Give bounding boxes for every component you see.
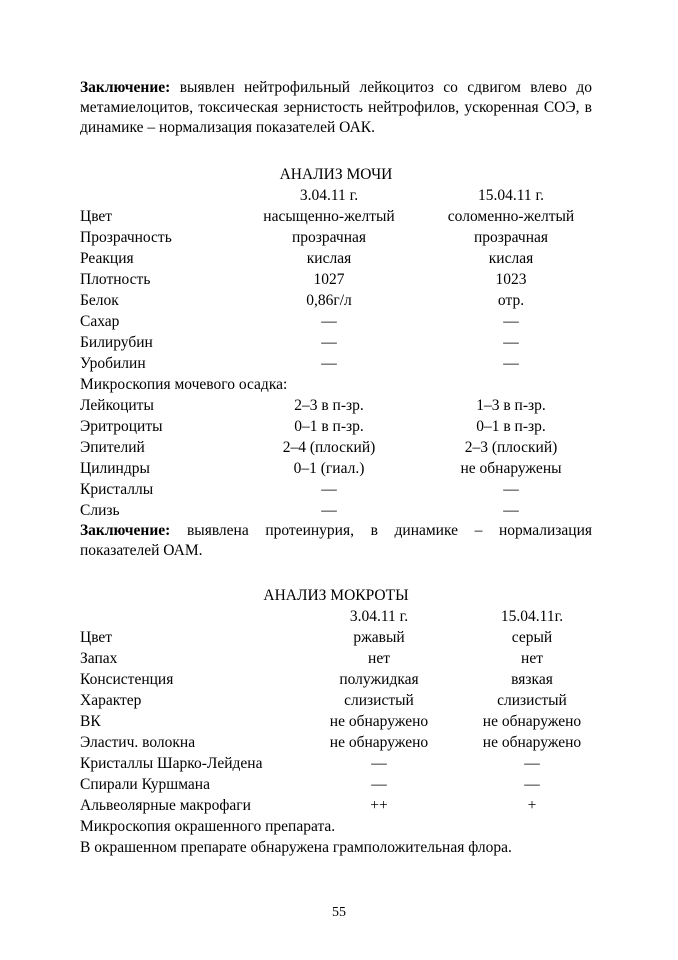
row-value-2: — [503, 355, 519, 372]
row-value-1: слизистый [344, 692, 414, 709]
table-row [80, 290, 592, 311]
sputum-rows [80, 627, 592, 816]
sputum-microscopy-label: Микроскопия окрашенного препарата. [80, 818, 336, 835]
urine-date-2: 15.04.11 г. [477, 187, 545, 204]
row-value-2: — [503, 481, 519, 498]
row-label: Цилиндры [80, 460, 150, 477]
sputum-title: АНАЛИЗ МОКРОТЫ [263, 587, 409, 604]
table-row [80, 437, 592, 458]
row-label: Уробилин [80, 355, 146, 372]
row-value-1: 0–1 в п-зр. [294, 418, 364, 435]
row-label: Эластич. волокна [80, 734, 196, 751]
table-row [80, 500, 592, 521]
table-row [80, 311, 592, 332]
row-value-1: насыщенно-желтый [263, 208, 395, 225]
row-label: Консистенция [80, 671, 174, 688]
row-value-2: + [527, 797, 537, 814]
sputum-analysis [80, 586, 592, 858]
conclusion-label: Заключение: [80, 522, 171, 539]
row-label: Слизь [80, 502, 120, 519]
sputum-date-2: 15.04.11г. [500, 608, 564, 625]
row-label: Лейкоциты [80, 397, 154, 414]
row-label: Сахар [80, 313, 120, 330]
table-row [80, 732, 592, 753]
row-value-1: ржавый [353, 629, 405, 646]
row-value-1: кислая [306, 250, 352, 267]
row-value-1: прозрачная [291, 229, 367, 246]
row-value-1: 0,86г/л [306, 292, 352, 309]
row-label: Спирали Куршмана [80, 776, 210, 793]
conclusion-label: Заключение: [80, 79, 171, 96]
row-value-1: 2–4 (плоский) [282, 439, 376, 456]
row-value-2: — [524, 776, 540, 793]
row-value-2: — [524, 755, 540, 772]
table-row [80, 458, 592, 479]
table-row [80, 227, 592, 248]
row-value-2: соломенно-желтый [447, 208, 575, 225]
row-value-2: — [503, 334, 519, 351]
row-value-1: 1027 [313, 271, 345, 288]
table-row [80, 269, 592, 290]
row-value-2: 1023 [495, 271, 527, 288]
table-row [80, 395, 592, 416]
row-value-1: не обнаружено [329, 734, 429, 751]
conclusion-urine [80, 521, 592, 561]
row-value-1: 2–3 в п-зр. [294, 397, 364, 414]
urine-dates-row [80, 185, 592, 206]
sputum-date-1: 3.04.11 г. [349, 608, 409, 625]
sputum-final-note: В окрашенном препарате обнаружена грамположительная флора. [80, 839, 512, 856]
row-value-1: нет [368, 650, 390, 667]
row-value-2: 1–3 в п-зр. [476, 397, 546, 414]
conclusion-text: выявлен нейтрофильный лейкоцитоз со сдвигом влево до метамиелоцитов, токсическая зернистость нейтрофилов, ускоренная СОЭ, в динамике – нормализация показателей ОАК. [80, 79, 592, 136]
row-value-1: — [321, 502, 337, 519]
table-row [80, 206, 592, 227]
row-label: Альвеолярные макрофаги [80, 797, 251, 814]
table-row [80, 711, 592, 732]
table-row [80, 479, 592, 500]
page-content [80, 78, 592, 858]
table-row [80, 690, 592, 711]
table-row [80, 248, 592, 269]
row-label: Кристаллы [80, 481, 154, 498]
row-value-2: не обнаружено [482, 734, 582, 751]
row-value-2: не обнаружено [482, 713, 582, 730]
row-label: ВК [80, 713, 101, 730]
row-label: Цвет [80, 629, 113, 646]
row-value-2: 0–1 в п-зр. [476, 418, 546, 435]
row-label: Билирубин [80, 334, 153, 351]
urine-micro-rows [80, 395, 592, 521]
row-label: Белок [80, 292, 119, 309]
row-value-2: 2–3 (плоский) [464, 439, 558, 456]
row-value-1: — [371, 776, 387, 793]
row-value-1: — [321, 313, 337, 330]
row-label: Запах [80, 650, 118, 667]
row-value-1: ++ [370, 797, 388, 814]
table-row [80, 353, 592, 374]
row-label: Прозрачность [80, 229, 172, 246]
row-value-1: — [321, 334, 337, 351]
row-value-2: не обнаружены [460, 460, 562, 477]
row-label: Цвет [80, 208, 113, 225]
row-value-2: отр. [497, 292, 525, 309]
urine-analysis [80, 165, 592, 521]
row-label: Кристаллы Шарко-Лейдена [80, 755, 263, 772]
row-value-2: — [503, 502, 519, 519]
row-value-1: — [371, 755, 387, 772]
row-value-2: нет [521, 650, 543, 667]
row-label: Характер [80, 692, 142, 709]
urine-date-1: 3.04.11 г. [299, 187, 359, 204]
row-value-2: вязкая [511, 671, 553, 688]
urine-rows [80, 206, 592, 374]
row-value-1: — [321, 355, 337, 372]
urine-microscopy-label: Микроскопия мочевого осадка: [80, 376, 288, 393]
row-value-1: 0–1 (гиал.) [293, 460, 365, 477]
sputum-dates-row [80, 606, 592, 627]
conclusion-text: выявлена протеинурия, в динамике – нормализация показателей ОАМ. [80, 522, 592, 559]
table-row [80, 416, 592, 437]
row-value-2: слизистый [497, 692, 567, 709]
row-label: Эпителий [80, 439, 145, 456]
table-row [80, 753, 592, 774]
row-value-1: полужидкая [339, 671, 419, 688]
row-value-2: — [503, 313, 519, 330]
row-value-2: прозрачная [473, 229, 549, 246]
row-value-2: серый [511, 629, 553, 646]
row-value-1: — [321, 481, 337, 498]
page-number: 55 [332, 905, 346, 920]
row-value-2: кислая [488, 250, 534, 267]
table-row [80, 332, 592, 353]
row-label: Эритроциты [80, 418, 163, 435]
table-row [80, 795, 592, 816]
row-label: Плотность [80, 271, 151, 288]
urine-title: АНАЛИЗ МОЧИ [279, 166, 393, 183]
table-row [80, 648, 592, 669]
row-value-1: не обнаружено [329, 713, 429, 730]
table-row [80, 774, 592, 795]
row-label: Реакция [80, 250, 134, 267]
conclusion-blood [80, 78, 592, 138]
table-row [80, 669, 592, 690]
table-row [80, 627, 592, 648]
